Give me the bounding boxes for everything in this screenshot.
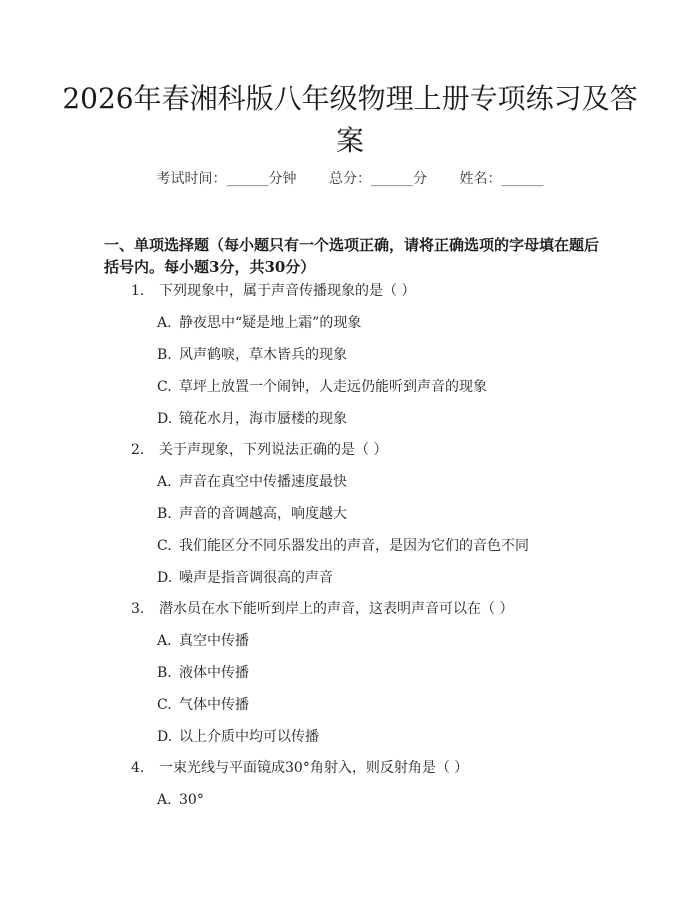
question-number: 1. bbox=[131, 283, 145, 299]
option-letter: D. bbox=[157, 729, 173, 745]
section-heading: 一、单项选择题（每小题只有一个选项正确，请将正确选项的字母填在题后括号内。每小题3分，共30分） bbox=[104, 236, 600, 276]
answer-option bbox=[157, 472, 347, 492]
option-text: 气体中传播 bbox=[179, 697, 249, 713]
option-letter: B. bbox=[157, 506, 172, 522]
option-text: 真空中传播 bbox=[179, 633, 249, 649]
answer-option bbox=[157, 663, 249, 683]
option-letter: C. bbox=[157, 538, 172, 554]
answer-option bbox=[157, 345, 347, 365]
total-score-field: 总分：______分 bbox=[329, 171, 427, 187]
question-stem bbox=[131, 281, 415, 301]
option-letter: D. bbox=[157, 570, 173, 586]
option-text: 我们能区分不同乐器发出的声音，是因为它们的音色不同 bbox=[179, 538, 529, 554]
question-text: 潜水员在水下能听到岸上的声音，这表明声音可以在（ ） bbox=[159, 601, 514, 617]
option-letter: D. bbox=[157, 411, 173, 427]
question-text: 关于声现象，下列说法正确的是（ ） bbox=[159, 442, 388, 458]
question-text: 一束光线与平面镜成30°角射入，则反射角是（ ） bbox=[159, 760, 469, 776]
exam-time-field: 考试时间：______分钟 bbox=[156, 171, 297, 187]
option-letter: C. bbox=[157, 379, 172, 395]
answer-option bbox=[157, 568, 333, 588]
answer-option bbox=[157, 377, 487, 397]
question-number: 2. bbox=[131, 442, 145, 458]
option-letter: A. bbox=[157, 792, 172, 808]
student-name-field: 姓名：______ bbox=[459, 171, 544, 187]
answer-option bbox=[157, 504, 347, 524]
answer-option bbox=[157, 695, 249, 715]
option-text: 液体中传播 bbox=[179, 665, 249, 681]
option-letter: A. bbox=[157, 315, 172, 331]
option-letter: C. bbox=[157, 697, 172, 713]
exam-info-line bbox=[0, 168, 700, 188]
question-stem bbox=[131, 758, 468, 778]
answer-option bbox=[157, 313, 361, 333]
option-text: 静夜思中“疑是地上霜”的现象 bbox=[179, 315, 362, 331]
option-letter: B. bbox=[157, 665, 172, 681]
option-letter: A. bbox=[157, 633, 172, 649]
question-stem bbox=[131, 599, 513, 619]
option-letter: A. bbox=[157, 474, 172, 490]
option-letter: B. bbox=[157, 347, 172, 363]
answer-option bbox=[157, 790, 204, 810]
answer-option bbox=[157, 536, 529, 556]
option-text: 声音在真空中传播速度最快 bbox=[179, 474, 347, 490]
question-stem bbox=[131, 440, 387, 460]
option-text: 以上介质中均可以传播 bbox=[179, 729, 319, 745]
page-title: 2026年春湘科版八年级物理上册专项练习及答案 bbox=[62, 82, 638, 157]
question-text: 下列现象中，属于声音传播现象的是（ ） bbox=[159, 283, 416, 299]
option-text: 镜花水月，海市蜃楼的现象 bbox=[179, 411, 347, 427]
option-text: 噪声是指音调很高的声音 bbox=[179, 570, 333, 586]
answer-option bbox=[157, 409, 347, 429]
answer-option bbox=[157, 631, 249, 651]
option-text: 30° bbox=[179, 792, 204, 808]
answer-option bbox=[157, 727, 319, 747]
option-text: 草坪上放置一个闹钟，人走远仍能听到声音的现象 bbox=[179, 379, 487, 395]
question-number: 3. bbox=[131, 601, 145, 617]
option-text: 声音的音调越高，响度越大 bbox=[179, 506, 347, 522]
option-text: 风声鹤唳，草木皆兵的现象 bbox=[179, 347, 347, 363]
question-number: 4. bbox=[131, 760, 145, 776]
